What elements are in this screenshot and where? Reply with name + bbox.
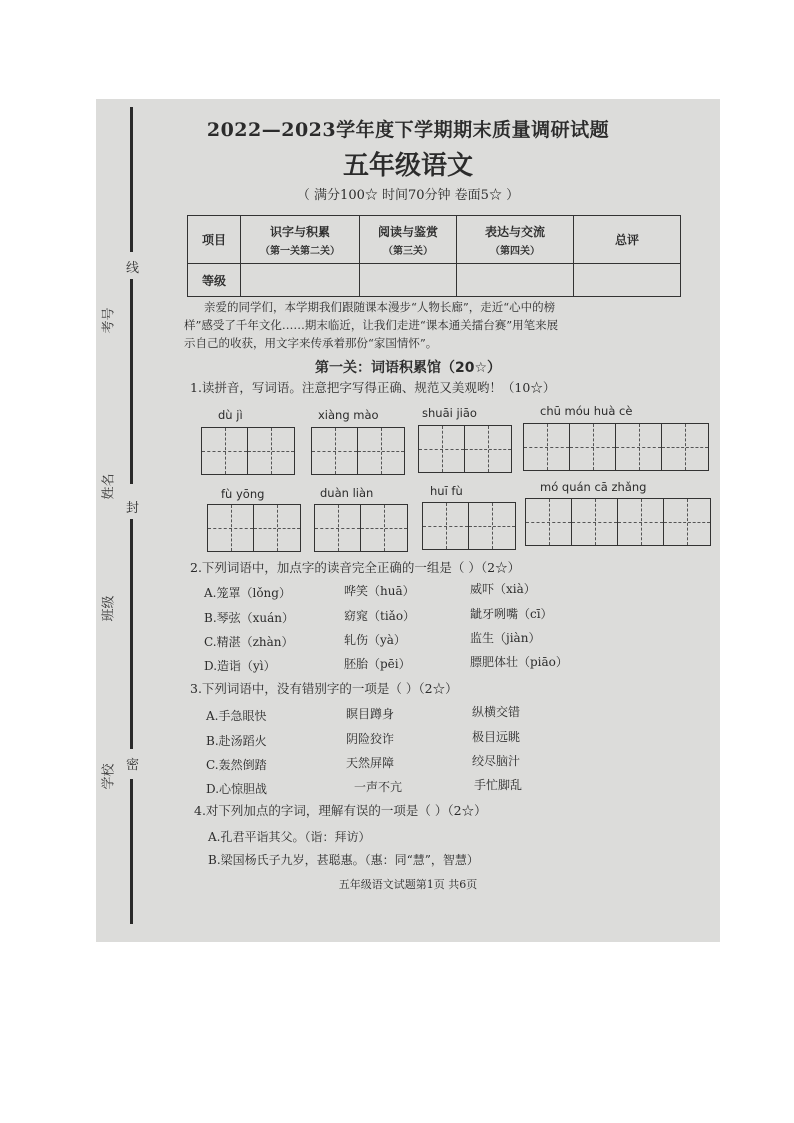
pinyin-label: mó quán cā zhǎng	[540, 480, 647, 494]
grade-cell	[360, 264, 457, 297]
q2-option-c-word: 监生（jiàn）	[470, 631, 541, 645]
q3-option-b: B.赴汤蹈火	[206, 734, 267, 748]
binding-line	[130, 279, 133, 484]
pinyin-label: dù jì	[218, 408, 243, 422]
binding-line	[130, 779, 133, 924]
writing-grid[interactable]	[525, 498, 711, 546]
q3-option-a-word: 瞑目蹲身	[346, 707, 395, 721]
q2-option-b: B.琴弦（xuán）	[204, 611, 295, 625]
q3-option-d: D.心惊胆战	[206, 782, 268, 796]
q2-option-d-word: 胚胎（pēi）	[344, 657, 411, 671]
page-footer: 五年级语文试题第1页 共6页	[338, 878, 478, 891]
q4-option-a: A.孔君平诣其父。（诣：拜访）	[208, 830, 371, 844]
pinyin-label: duàn liàn	[320, 486, 374, 500]
binding-line	[130, 519, 133, 749]
pinyin-label: chū móu huà cè	[540, 404, 633, 418]
intro-line: 样”感受了千年文化……期末临近，让我们走进“课本通关擂台赛”用笔来展	[184, 318, 559, 332]
score-col-header: 阅读与鉴赏 （第三关）	[360, 216, 457, 264]
writing-grid[interactable]	[207, 504, 301, 552]
subject-title: 五年级语文	[342, 151, 473, 181]
grade-row-header: 等级	[188, 264, 241, 297]
exam-info: （ 满分100☆ 时间70分钟 卷面5☆ ）	[296, 188, 520, 203]
q2-option-c-word: 轧伤（yà）	[344, 633, 406, 647]
q3-option-d-word: 一声不亢	[354, 780, 403, 794]
writing-grid[interactable]	[201, 427, 295, 475]
intro-line: 示自己的收获，用文字来传承着那份“家国情怀”。	[184, 336, 438, 350]
writing-grid[interactable]	[418, 425, 512, 473]
q4-option-b: B.梁国杨氏子九岁，甚聪惠。（惠：同“慧”，智慧）	[208, 853, 479, 867]
grade-cell	[574, 264, 681, 297]
q2-option-a-word: 威吓（xià）	[470, 582, 536, 596]
score-col-header: 识字与积累 （第一关第二关）	[241, 216, 360, 264]
name-label: 姓名	[101, 473, 117, 500]
q2-option-a: A.笼罩（lǒng）	[204, 586, 291, 600]
class-label: 班级	[101, 595, 117, 622]
q2-option-c: C.精湛（zhàn）	[204, 635, 294, 649]
exam-no-label: 考号	[101, 307, 117, 334]
q3-option-b-word: 阴险狡诈	[346, 732, 395, 746]
grade-cell	[457, 264, 574, 297]
writing-grid[interactable]	[314, 504, 408, 552]
pinyin-label: shuāi jiāo	[422, 406, 477, 420]
q3-option-b-word: 极目远眺	[472, 730, 521, 744]
writing-grid[interactable]	[523, 423, 709, 471]
school-label: 学校	[101, 763, 117, 790]
q3-option-d-word: 手忙脚乱	[474, 778, 523, 792]
q3-option-c: C.轰然倒踏	[206, 758, 267, 772]
exam-title: 2022—2023学年度下学期期末质量调研试题	[206, 119, 610, 141]
intro-line: 亲爱的同学们，本学期我们跟随课本漫步“人物长廊”，走近“心中的榜	[204, 300, 556, 314]
q2-option-d-word: 膘肥体壮（piāo）	[470, 655, 568, 669]
score-col-header: 总评	[574, 216, 681, 264]
pinyin-label: xiàng mào	[318, 408, 379, 422]
q3-option-c-word: 绞尽脑汁	[472, 754, 521, 768]
item-header: 项目	[188, 216, 241, 264]
writing-grid[interactable]	[422, 502, 516, 550]
question-2-stem: 2.下列词语中，加点字的读音完全正确的一组是（ ）（2☆）	[190, 560, 521, 575]
binding-seal-label: 封	[126, 501, 140, 516]
pinyin-label: huī fù	[430, 484, 463, 498]
question-3-stem: 3.下列词语中，没有错别字的一项是（ ）（2☆）	[190, 681, 458, 696]
question-1-stem: 1.读拼音，写词语。注意把字写得正确、规范又美观哟！（10☆）	[190, 380, 556, 395]
exam-paper-photo	[96, 99, 720, 942]
score-table	[187, 215, 681, 297]
grade-cell	[241, 264, 360, 297]
score-col-header: 表达与交流 （第四关）	[457, 216, 574, 264]
q3-option-a: A.手急眼快	[206, 709, 267, 723]
section-title: 第一关：词语积累馆（20☆）	[314, 360, 502, 376]
pinyin-label: fù yōng	[221, 487, 265, 501]
q2-option-b-word: 窈窕（tiǎo）	[344, 609, 416, 623]
binding-line-label: 线	[126, 261, 140, 276]
q3-option-c-word: 天然屏障	[346, 756, 395, 770]
q2-option-a-word: 哗笑（huā）	[344, 584, 415, 598]
q2-option-b-word: 龇牙咧嘴（cī）	[470, 607, 553, 621]
writing-grid[interactable]	[311, 427, 405, 475]
question-4-stem: 4.对下列加点的字词，理解有误的一项是（ ）（2☆）	[194, 803, 487, 818]
q3-option-a-word: 纵横交错	[472, 705, 521, 719]
q2-option-d: D.造诣（yì）	[204, 659, 276, 673]
binding-secret-label: 密	[126, 758, 140, 773]
